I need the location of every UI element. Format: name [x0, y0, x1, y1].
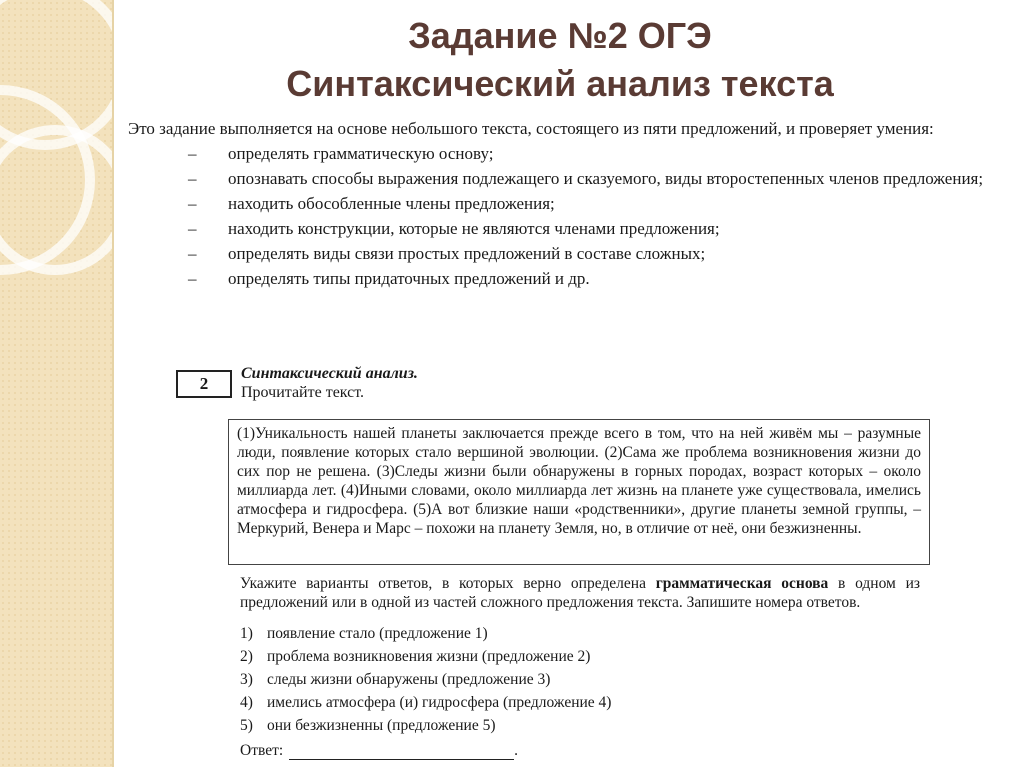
skills-list-item: – определять грамматическую основу;: [188, 144, 494, 163]
band-divider: [112, 0, 114, 767]
skills-list-item: – находить обособленные члены предложения;: [188, 194, 555, 213]
answer-option: 1) появление стало (предложение 1): [240, 625, 488, 642]
skills-list: [128, 143, 994, 289]
answer-blank-line: [289, 745, 514, 760]
answer-option: 4) имелись атмосфера (и) гидросфера (предложение 4): [240, 694, 612, 711]
skills-list-item: – определять виды связи простых предложений в составе сложных;: [188, 244, 706, 263]
skills-list-item: – определять типы придаточных предложений и др.: [188, 269, 590, 288]
slide-title: [120, 12, 1000, 108]
task-instruction: Прочитайте текст.: [241, 384, 365, 401]
answer-option: 3) следы жизни обнаружены (предложение 3): [240, 671, 551, 688]
decorative-side-band: [0, 0, 112, 767]
answer-options: [240, 622, 920, 737]
skills-list-item: – опознавать способы выражения подлежащего и сказуемого, виды второстепенных членов предложения;: [188, 169, 984, 188]
question-block: [240, 574, 920, 737]
intro-section: [128, 118, 994, 293]
reading-text-box: (1)Уникальность нашей планеты заключается прежде всего в том, что на ней живём мы – разумные люди, появление которых стало вершиной эволюции. (2)Сама же проблема возникновения жизни до сих пор не решена. (3)Следы жизни были обнаружены в горных породах, возраст которых – около миллиарда лет. (4)Иными словами, около миллиарда лет жизнь на планете уже существовала, имелись атмосфера и гидросфера. (5)А вот близкие наши «родственники», другие планеты земной группы, – Меркурий, Венера и Марс – похожи на планету Земля, но, в отличие от неё, они безжизненны.: [228, 419, 930, 565]
task-heading: [241, 364, 418, 402]
question-text: Укажите варианты ответов, в которых верно определена грамматическая основа в одном из предложений или в одной из частей сложного предложения текста. Запишите номера ответов.: [240, 575, 920, 611]
skills-list-item: – находить конструкции, которые не являются членами предложения;: [188, 219, 720, 238]
title-line-2: Синтаксический анализ текста: [286, 63, 834, 104]
title-line-1: Задание №2 ОГЭ: [408, 15, 712, 56]
answer-option: 5) они безжизненны (предложение 5): [240, 717, 496, 734]
answer-field: Ответ: .: [240, 742, 519, 759]
intro-text: Это задание выполняется на основе небольшого текста, состоящего из пяти предложений, и проверяет умения:: [128, 119, 934, 138]
answer-label: Ответ:: [240, 742, 284, 759]
answer-option: 2) проблема возникновения жизни (предложение 2): [240, 648, 591, 665]
task-number-box: 2: [176, 370, 232, 398]
task-title: Синтаксический анализ.: [241, 365, 418, 382]
